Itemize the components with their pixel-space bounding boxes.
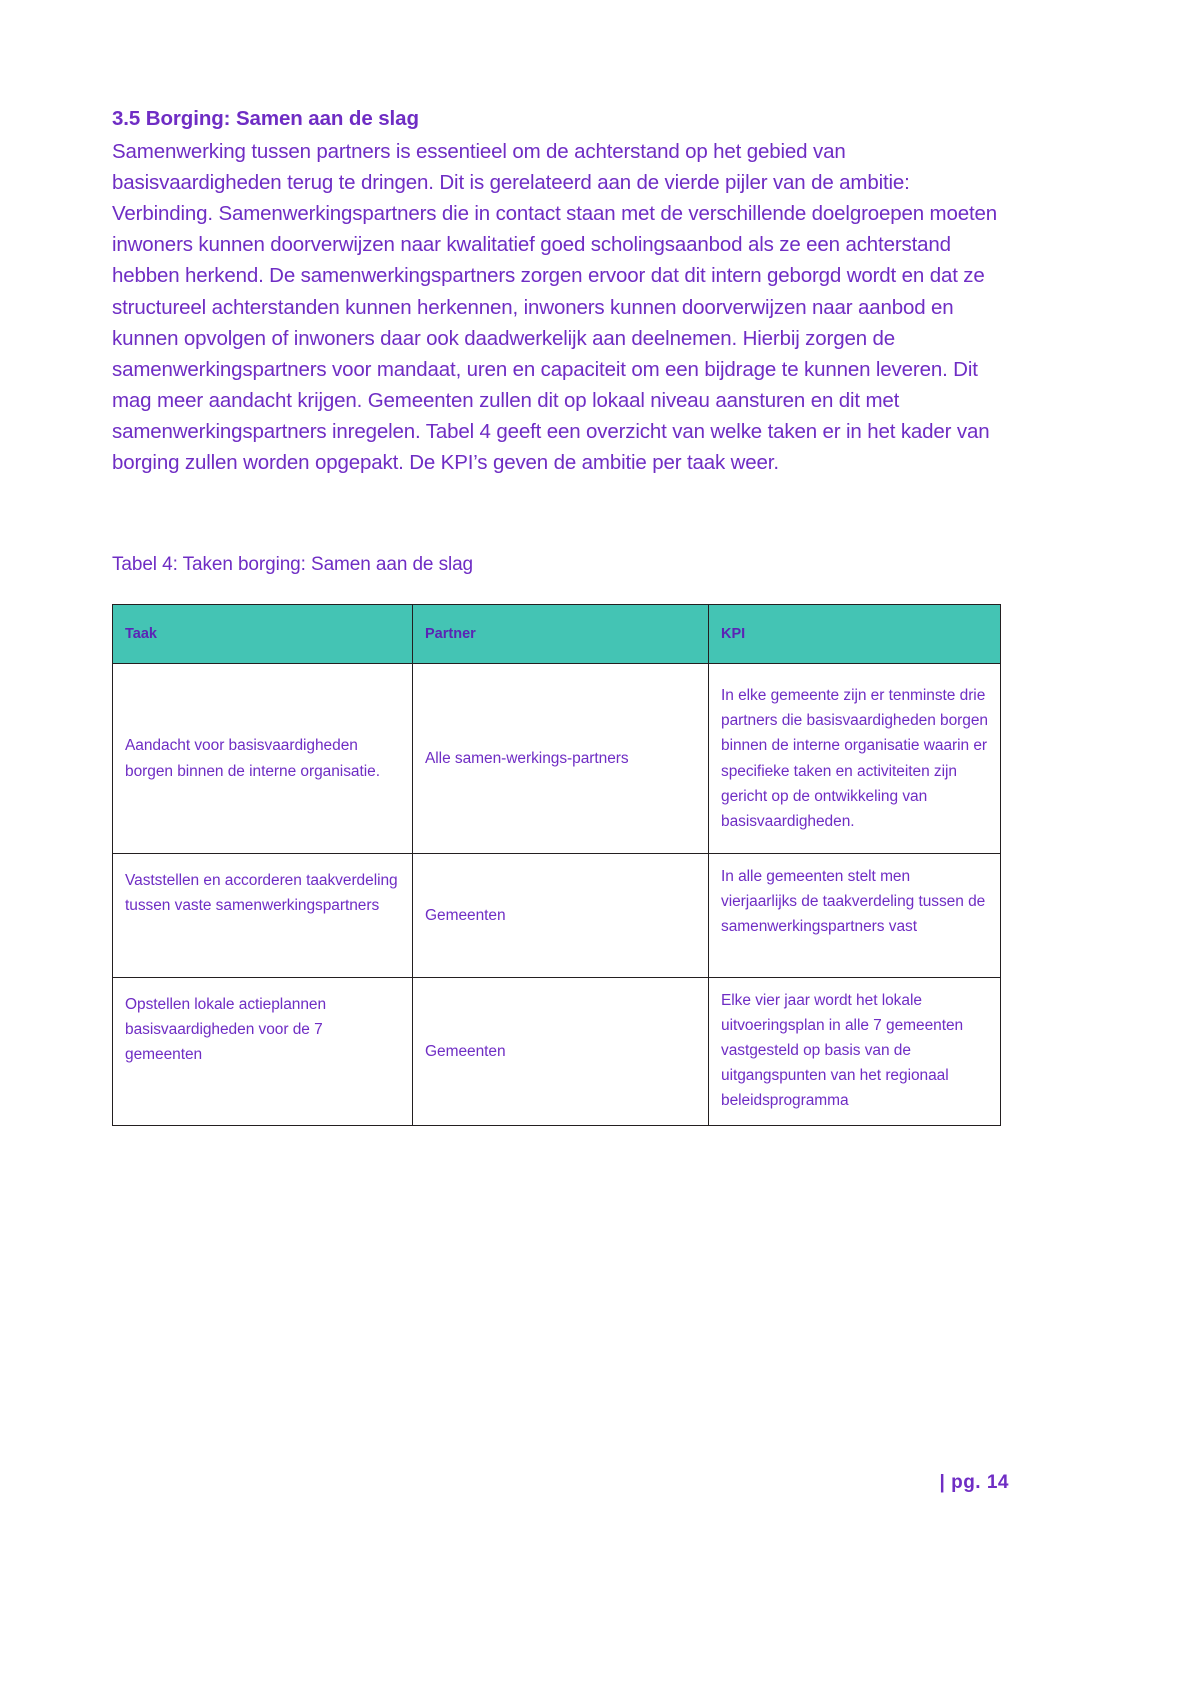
- cell-taak: Aandacht voor basisvaardigheden borgen binnen de interne organisatie.: [113, 664, 413, 854]
- section-heading: 3.5 Borging: Samen aan de slag: [112, 107, 419, 130]
- column-header-kpi: KPI: [709, 605, 1001, 664]
- table-row: [113, 854, 1001, 978]
- table-row: [113, 978, 1001, 1126]
- cell-partner: Alle samen-werkings-partners: [413, 664, 709, 854]
- cell-kpi: Elke vier jaar wordt het lokale uitvoeringsplan in alle 7 gemeenten vastgesteld op basis van de uitgangspunten van het regionaal beleidsprogramma: [709, 978, 1001, 1126]
- cell-kpi: In alle gemeenten stelt men vierjaarlijks de taakverdeling tussen de samenwerkingspartners vast: [709, 854, 1001, 978]
- cell-partner: Gemeenten: [413, 978, 709, 1126]
- body-paragraph: Samenwerking tussen partners is essentieel om de achterstand op het gebied van basisvaardigheden terug te dringen. Dit is gerelateerd aan de vierde pijler van de ambitie: Verbinding. Samenwerkingspartners die in contact staan met de verschillende doelgroepen moeten inwoners kunnen doorverwijzen naar kwalitatief goed scholingsaanbod als ze een achterstand hebben herkend. De samenwerkingspartners zorgen ervoor dat dit intern geborgd wordt en dat ze structureel achterstanden kunnen herkennen, inwoners kunnen doorverwijzen naar aanbod en kunnen opvolgen of inwoners daar ook daadwerkelijk aan deelnemen. Hierbij zorgen de samenwerkingspartners voor mandaat, uren en capaciteit om een bijdrage te kunnen leveren. Dit mag meer aandacht krijgen. Gemeenten zullen dit op lokaal niveau aansturen en dit met samenwerkingspartners inregelen. Tabel 4 geeft een overzicht van welke taken er in het kader van borging zullen worden opgepakt. De KPI’s geven de ambitie per taak weer.: [112, 139, 998, 475]
- cell-taak: Vaststellen en accorderen taakverdeling tussen vaste samenwerkingspartners: [113, 854, 413, 978]
- page-footer: | pg. 14: [939, 1472, 1009, 1493]
- table-header-row: [113, 605, 1001, 664]
- page-content: [112, 104, 1000, 478]
- column-header-taak: Taak: [113, 605, 413, 664]
- cell-kpi: In elke gemeente zijn er tenminste drie partners die basisvaardigheden borgen binnen de interne organisatie waarin er specifieke taken en activiteiten zijn gericht op de ontwikkeling van basisvaardigheden.: [709, 664, 1001, 854]
- table-caption: Tabel 4: Taken borging: Samen aan de slag: [112, 554, 474, 575]
- cell-partner: Gemeenten: [413, 854, 709, 978]
- table-row: [113, 664, 1001, 854]
- cell-taak: Opstellen lokale actieplannen basisvaardigheden voor de 7 gemeenten: [113, 978, 413, 1126]
- column-header-partner: Partner: [413, 605, 709, 664]
- taken-borging-table: [112, 604, 1001, 1126]
